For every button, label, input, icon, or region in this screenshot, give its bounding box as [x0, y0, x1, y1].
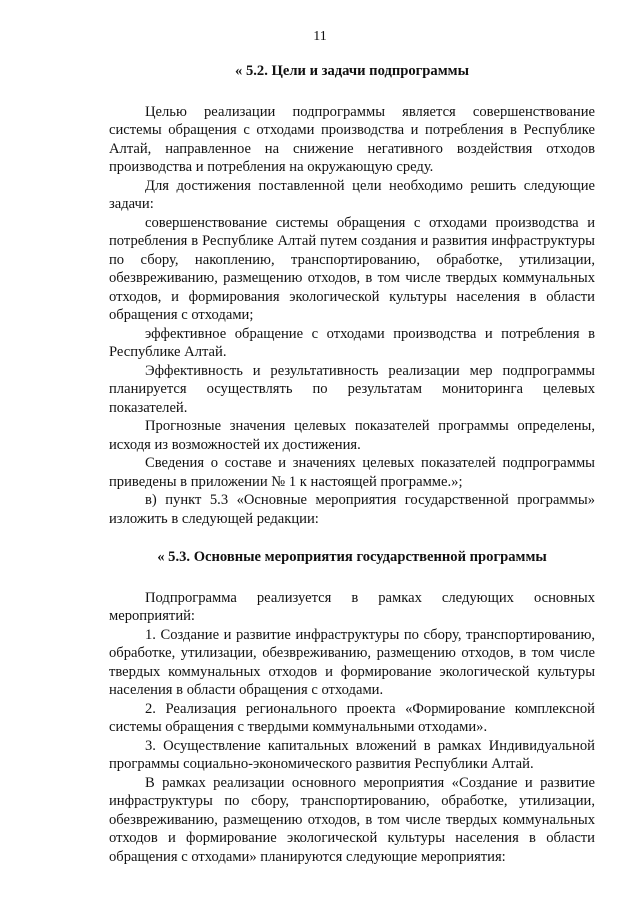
section-heading-5-3: « 5.3. Основные мероприятия государственной программы: [157, 549, 547, 565]
paragraph: 3. Осуществление капитальных вложений в рамках Индивидуальной программы социально-экономического развития Республики Алтай.: [109, 737, 595, 772]
paragraph: в) пункт 5.3 «Основные мероприятия государственной программы» изложить в следующей редакции:: [109, 492, 595, 527]
page-number: 11: [313, 29, 327, 44]
paragraph: Сведения о составе и значениях целевых показателей подпрограммы приведены в приложении № 1 к настоящей программе.»;: [109, 455, 595, 490]
paragraph: Прогнозные значения целевых показателей программы определены, исходя из возможностей их достижения.: [109, 418, 595, 453]
document-body: [109, 62, 595, 866]
paragraph: Целью реализации подпрограммы является совершенствование системы обращения с отходами производства и потребления в Республике Алтай, направленное на снижение негативного воздействия отходов производства и потребления на окружающую среду.: [109, 103, 595, 175]
paragraph: В рамках реализации основного мероприятия «Создание и развитие инфраструктуры по сбору, транспортированию, обработке, утилизации, обезвреживанию, размещению отходов, в том числе твердых коммунальных отходов и формирование экологической культуры населения в области обращения с отходами» планируются следующие мероприятия:: [109, 774, 595, 865]
paragraph: совершенствование системы обращения с отходами производства и потребления в Республике Алтай путем создания и развития инфраструктуры по сбору, накоплению, транспортированию, обработке, утилизации, обезвреживанию, размещению отходов, в том числе твердых коммунальных отходов, и формирования экологической культуры населения в области обращения с отходами;: [109, 214, 595, 323]
paragraph: Для достижения поставленной цели необходимо решить следующие задачи:: [109, 177, 595, 212]
section-heading-5-2: « 5.2. Цели и задачи подпрограммы: [235, 63, 469, 79]
paragraph: 2. Реализация регионального проекта «Формирование комплексной системы обращения с твердыми коммунальными отходами».: [109, 700, 595, 735]
paragraph: Эффективность и результативность реализации мер подпрограммы планируется осуществлять по результатам мониторинга целевых показателей.: [109, 362, 595, 416]
paragraph: 1. Создание и развитие инфраструктуры по сбору, транспортированию, обработке, утилизации, обезвреживанию, размещению отходов, в том числе твердых коммунальных отходов и формирование экологической культуры населения в области обращения с отходами.: [109, 626, 595, 698]
paragraph: эффективное обращение с отходами производства и потребления в Республике Алтай.: [109, 325, 595, 360]
paragraph: Подпрограмма реализуется в рамках следующих основных мероприятий:: [109, 589, 595, 624]
